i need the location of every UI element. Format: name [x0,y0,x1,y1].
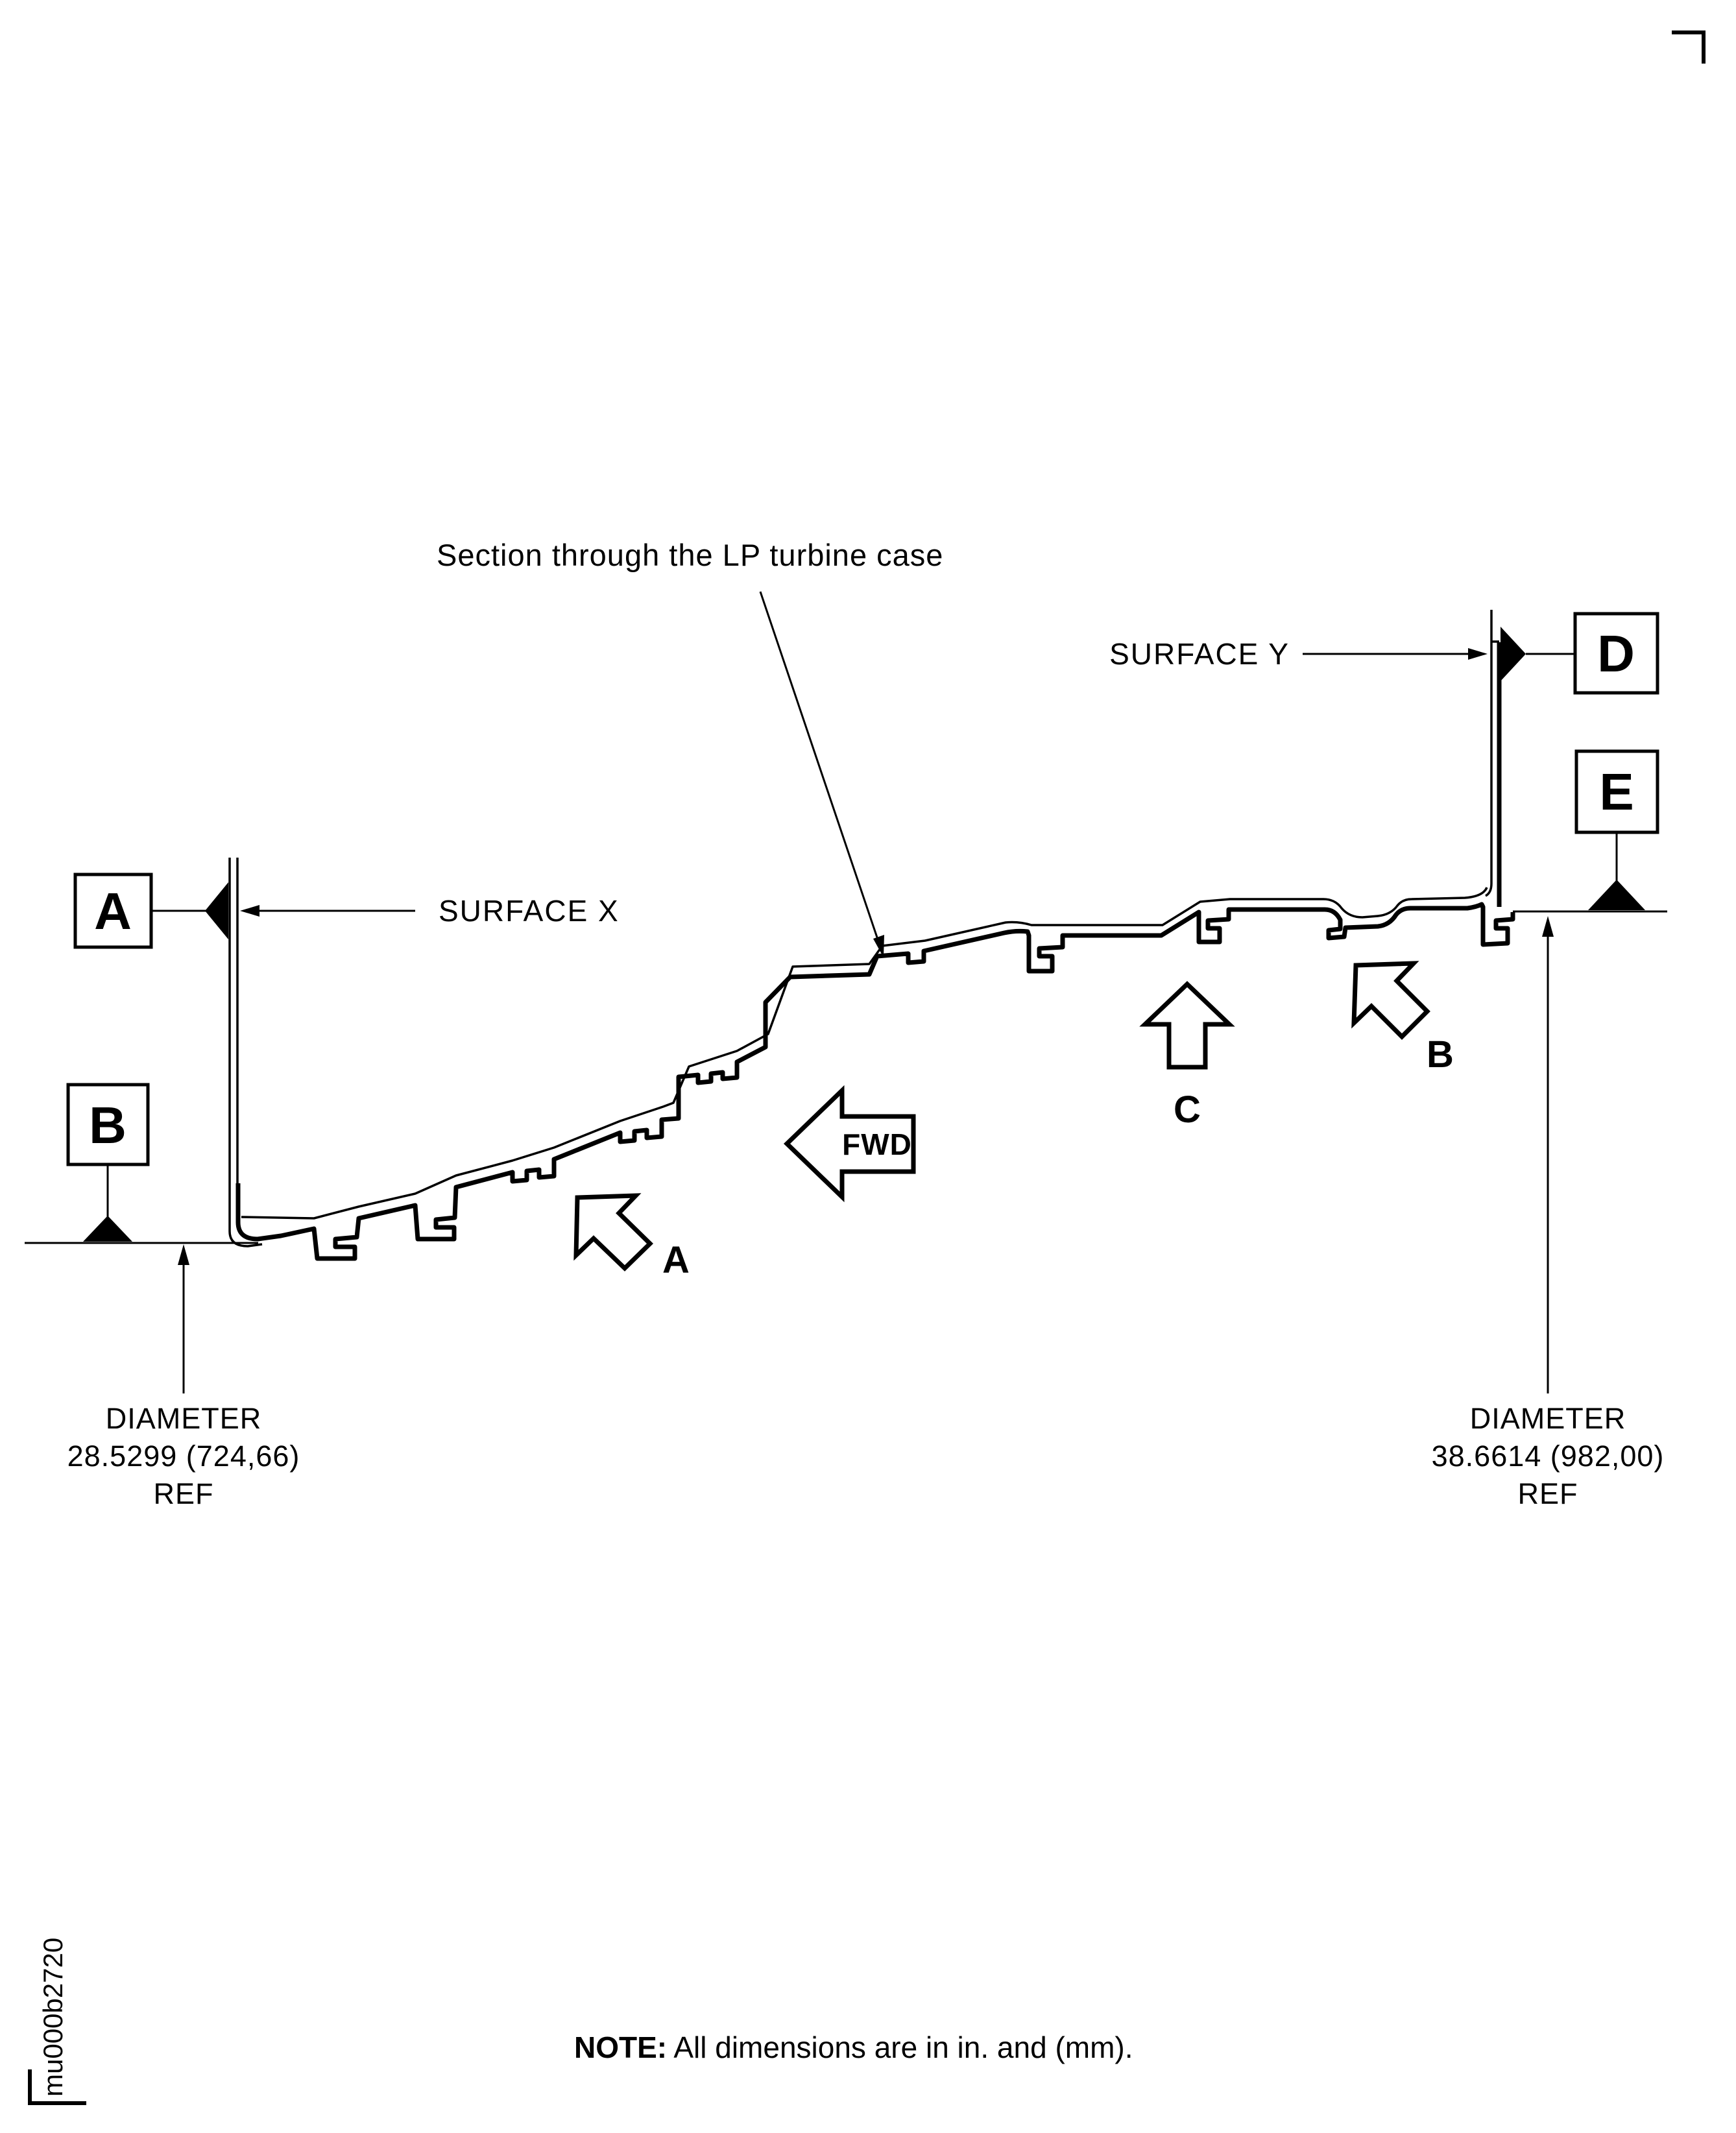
view-title: Section through the LP turbine case [437,538,944,572]
fwd-diameter-ref: REF [153,1477,214,1510]
title-leader-line [760,592,877,937]
datum-d-triangle-icon [1501,627,1526,681]
aft-diameter-label: DIAMETER [1469,1402,1626,1435]
datum-letter-e: E [1599,763,1634,821]
note-body: All dimensions are in in. and (mm). [667,2031,1133,2064]
surface-x-arrowhead-icon [240,905,259,917]
note-text [574,2031,1133,2064]
datum-letter-d: D [1597,625,1635,682]
fwd-diameter-value: 28.5299 (724,66) [67,1440,300,1473]
aft-diameter-value: 38.6614 (982,00) [1431,1440,1665,1473]
surface-y-label: SURFACE Y [1109,637,1290,671]
datum-letter-a: A [94,882,132,940]
datum-letter-b: B [89,1096,127,1154]
view-arrow-c-label: C [1174,1089,1201,1131]
case-inner-profile [238,904,1513,1259]
datum-e-triangle-icon [1588,880,1645,910]
fwd-diameter-label: DIAMETER [105,1402,262,1435]
view-arrow-c-icon [1145,984,1229,1067]
surface-x-label: SURFACE X [439,894,620,928]
view-arrow-a-icon [576,1196,650,1268]
view-arrow-b-label: B [1427,1033,1454,1076]
view-arrow-b-icon [1354,963,1427,1037]
surface-y-arrowhead-icon [1468,648,1488,660]
aft-diameter-arrowhead-icon [1542,916,1554,937]
fwd-arrow-label: FWD [842,1127,912,1161]
corner-mark-top-right [1672,32,1704,64]
aft-diameter-ref: REF [1517,1477,1578,1510]
datum-b-triangle-icon [83,1216,132,1242]
note-prefix: NOTE: [574,2031,668,2064]
datum-a-triangle-icon [205,882,228,939]
view-arrow-a-label: A [662,1239,690,1281]
case-aft-flange-outer-line [1486,610,1491,896]
document-number: mu000b2720 [38,1937,68,2097]
fwd-diameter-arrowhead-icon [178,1244,189,1265]
